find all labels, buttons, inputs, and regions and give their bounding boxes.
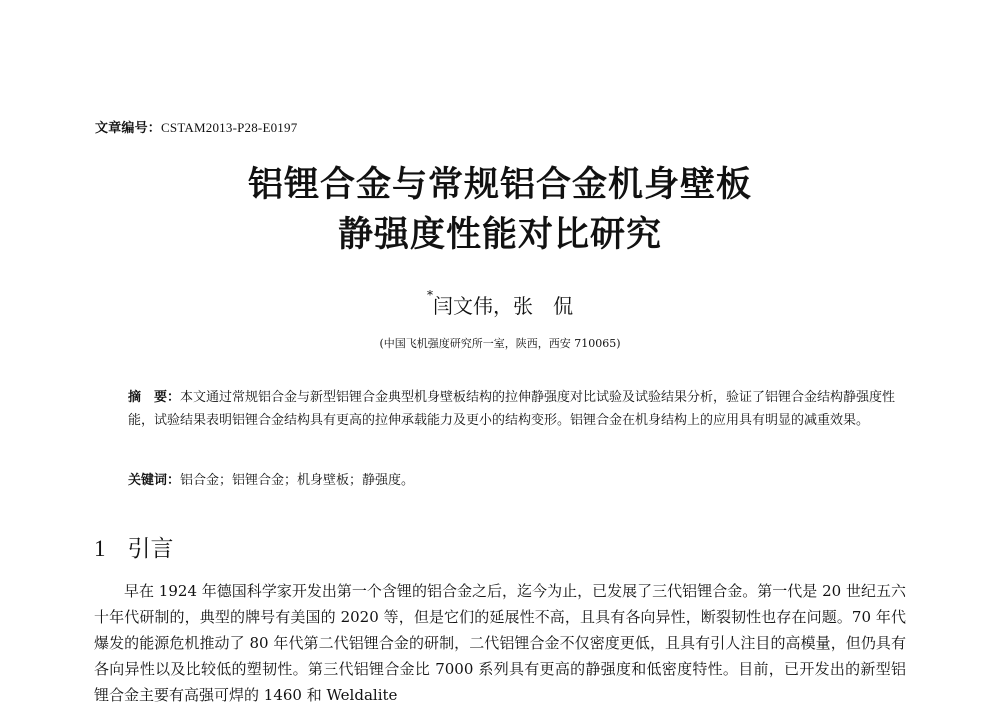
keywords-label: 关键词：	[128, 473, 181, 488]
paper-title	[0, 160, 1000, 260]
author-names: 闫文伟，张 侃	[433, 294, 573, 318]
title-line-2: 静强度性能对比研究	[337, 215, 662, 255]
abstract	[128, 386, 898, 432]
article-number	[95, 117, 297, 136]
section-number: 1	[94, 536, 106, 561]
corresponding-author-marker: *	[427, 288, 433, 302]
section-title: 引言	[127, 536, 174, 562]
authors	[0, 290, 1000, 319]
keywords	[128, 469, 898, 492]
article-number-value: CSTAM2013-P28-E0197	[161, 120, 298, 135]
section-heading	[94, 530, 174, 563]
affiliation: (中国飞机强度研究所一室，陕西，西安 710065)	[379, 337, 621, 350]
abstract-text: 本文通过常规铝合金与新型铝锂合金典型机身壁板结构的拉伸静强度对比试验及试验结果分析，验证了铝锂合金结构静强度性能，试验结果表明铝锂合金结构具有更高的拉伸承载能力及更小的结构变形。铝锂合金在机身结构上的应用具有明显的减重效果。	[128, 390, 896, 428]
title-line-1: 铝锂合金与常规铝合金机身壁板	[247, 165, 752, 205]
body-paragraph: 早在 1924 年德国科学家开发出第一个含锂的铝合金之后，迄今为止，已发展了三代铝锂合金。第一代是 20 世纪五六十年代研制的，典型的牌号有美国的 2020 等，但是它们的延展性不高，且具有各向异性，断裂韧性也存在问题。70 年代爆发的能源危机推动了 80 年代第二代铝锂合金的研制，二代铝锂合金不仅密度更低，且具有引人注目的高模量，但仍具有各向异性以及比较低的塑韧性。第三代铝锂合金比 7000 系列具有更高的静强度和低密度特性。目前，已开发出的新型铝锂合金主要有高强可焊的 1460 和 Weldalite	[94, 582, 906, 704]
keywords-text: 铝合金；铝锂合金；机身壁板；静强度。	[180, 473, 415, 488]
abstract-label: 摘 要：	[128, 390, 181, 405]
article-number-label: 文章编号：	[95, 120, 162, 135]
